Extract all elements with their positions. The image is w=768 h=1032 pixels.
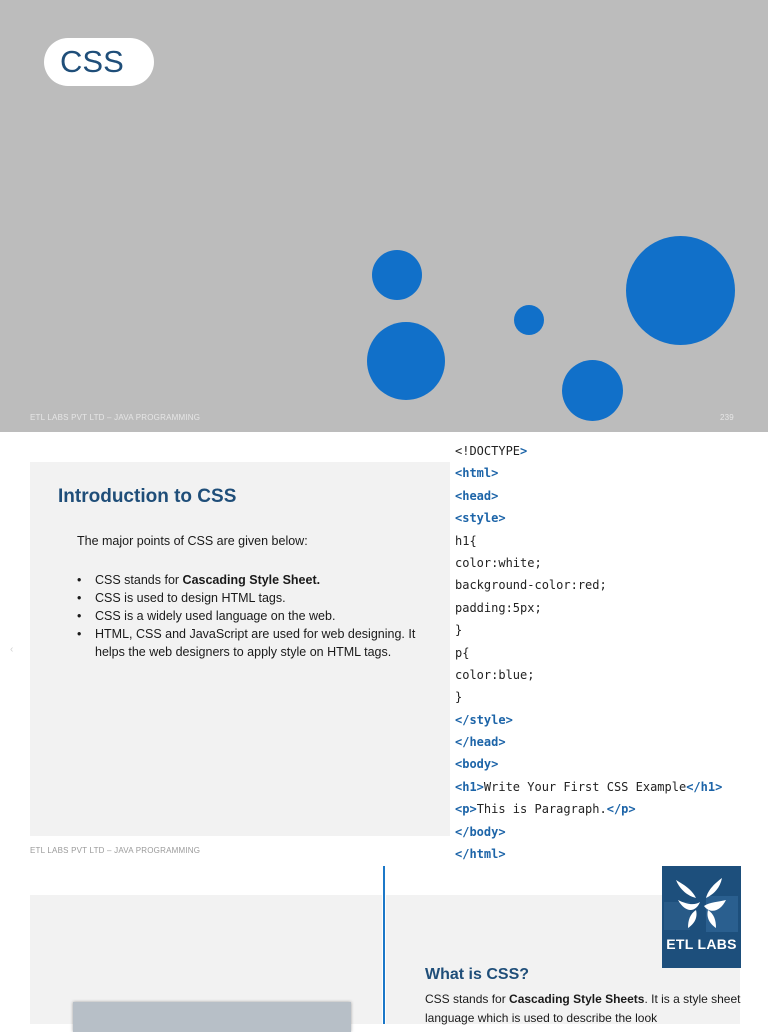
code-line	[455, 619, 755, 641]
code-text: }	[455, 623, 463, 638]
decor-circle-2	[367, 322, 445, 400]
code-line	[455, 440, 755, 462]
intro-bullet-item	[77, 625, 422, 661]
code-line	[455, 552, 755, 574]
code-tag: <style>	[455, 511, 506, 526]
title-slide	[0, 0, 768, 432]
slide-divider	[383, 866, 385, 1024]
bullet-text: CSS is a widely used language on the web.	[95, 609, 336, 623]
decor-circle-1	[372, 250, 422, 300]
what-text-bold: Cascading Style Sheets	[509, 992, 645, 1006]
code-text: Write Your First CSS Example	[483, 779, 687, 794]
title-pill	[44, 38, 154, 86]
decor-circle-3	[514, 305, 544, 335]
code-line	[455, 597, 755, 619]
code-tag: </style>	[455, 712, 513, 727]
intro-bullet-list	[77, 571, 422, 661]
intro-bullet-item	[77, 607, 422, 625]
slide1-footer: ETL LABS PVT LTD – JAVA PROGRAMMING	[30, 413, 201, 422]
intro-title: Introduction to CSS	[58, 486, 237, 507]
code-tag: >	[520, 444, 528, 458]
slide2-footer: ETL LABS PVT LTD – JAVA PROGRAMMING	[30, 846, 201, 855]
code-text: <!DOCTYPE	[455, 444, 521, 458]
code-text: color:blue;	[455, 667, 535, 682]
code-tag: </p>	[606, 802, 636, 817]
code-tag: <p>	[455, 802, 477, 817]
decor-circle-5	[626, 236, 735, 345]
code-text: padding:5px;	[455, 600, 542, 615]
etl-labs-logo	[662, 866, 741, 968]
code-tag: </html>	[455, 847, 506, 862]
what-text-post: . It is a style sheet language which is used to describe the look	[425, 992, 741, 1025]
code-text: background-color:red;	[455, 578, 607, 593]
intro-lead: The major points of CSS are given below:	[77, 534, 308, 548]
code-tag: <head>	[455, 488, 499, 503]
code-tag: <html>	[455, 466, 499, 481]
what-is-css-heading: What is CSS?	[425, 966, 530, 983]
slide1-page-number: 239	[720, 413, 734, 422]
code-line	[455, 843, 755, 865]
code-line	[455, 574, 755, 596]
code-line	[455, 462, 755, 484]
side-arrow-icon: ‹	[10, 644, 14, 655]
slide-title: CSS	[60, 44, 124, 79]
code-line	[455, 798, 755, 820]
code-line	[455, 485, 755, 507]
bullet-text: CSS stands for	[95, 573, 183, 587]
what-is-css-text	[425, 990, 743, 1028]
code-line	[455, 642, 755, 664]
decor-circle-4	[562, 360, 623, 421]
intro-bullet-item	[77, 589, 422, 607]
code-text: }	[455, 690, 463, 705]
code-text: color:white;	[455, 555, 542, 570]
code-text: p{	[455, 645, 470, 660]
code-line	[455, 821, 755, 843]
code-tag: </head>	[455, 735, 506, 750]
code-tag: </body>	[455, 824, 506, 839]
code-tag: </h1>	[686, 779, 723, 794]
code-line	[455, 664, 755, 686]
code-line	[455, 731, 755, 753]
code-line	[455, 753, 755, 775]
code-sample	[455, 440, 755, 865]
logo-text: ETL LABS	[666, 936, 737, 952]
bullet-text: CSS is used to design HTML tags.	[95, 591, 286, 605]
code-line	[455, 530, 755, 552]
intro-bullet-item	[77, 571, 422, 589]
code-line	[455, 507, 755, 529]
bullet-bold-text: Cascading Style Sheet.	[182, 573, 321, 587]
thumbnail-image	[73, 1002, 351, 1032]
code-tag: <body>	[455, 757, 499, 772]
bullet-text: HTML, CSS and JavaScript are used for web designing. It helps the web designers to apply style on HTML tags.	[95, 627, 416, 659]
logo-mark-icon	[662, 866, 741, 968]
code-text: h1{	[455, 533, 477, 548]
what-text-pre: CSS stands for	[425, 992, 510, 1006]
code-line	[455, 709, 755, 731]
code-line	[455, 776, 755, 798]
code-tag: <h1>	[455, 779, 484, 794]
code-text: This is Paragraph.	[476, 802, 607, 817]
code-line	[455, 686, 755, 708]
